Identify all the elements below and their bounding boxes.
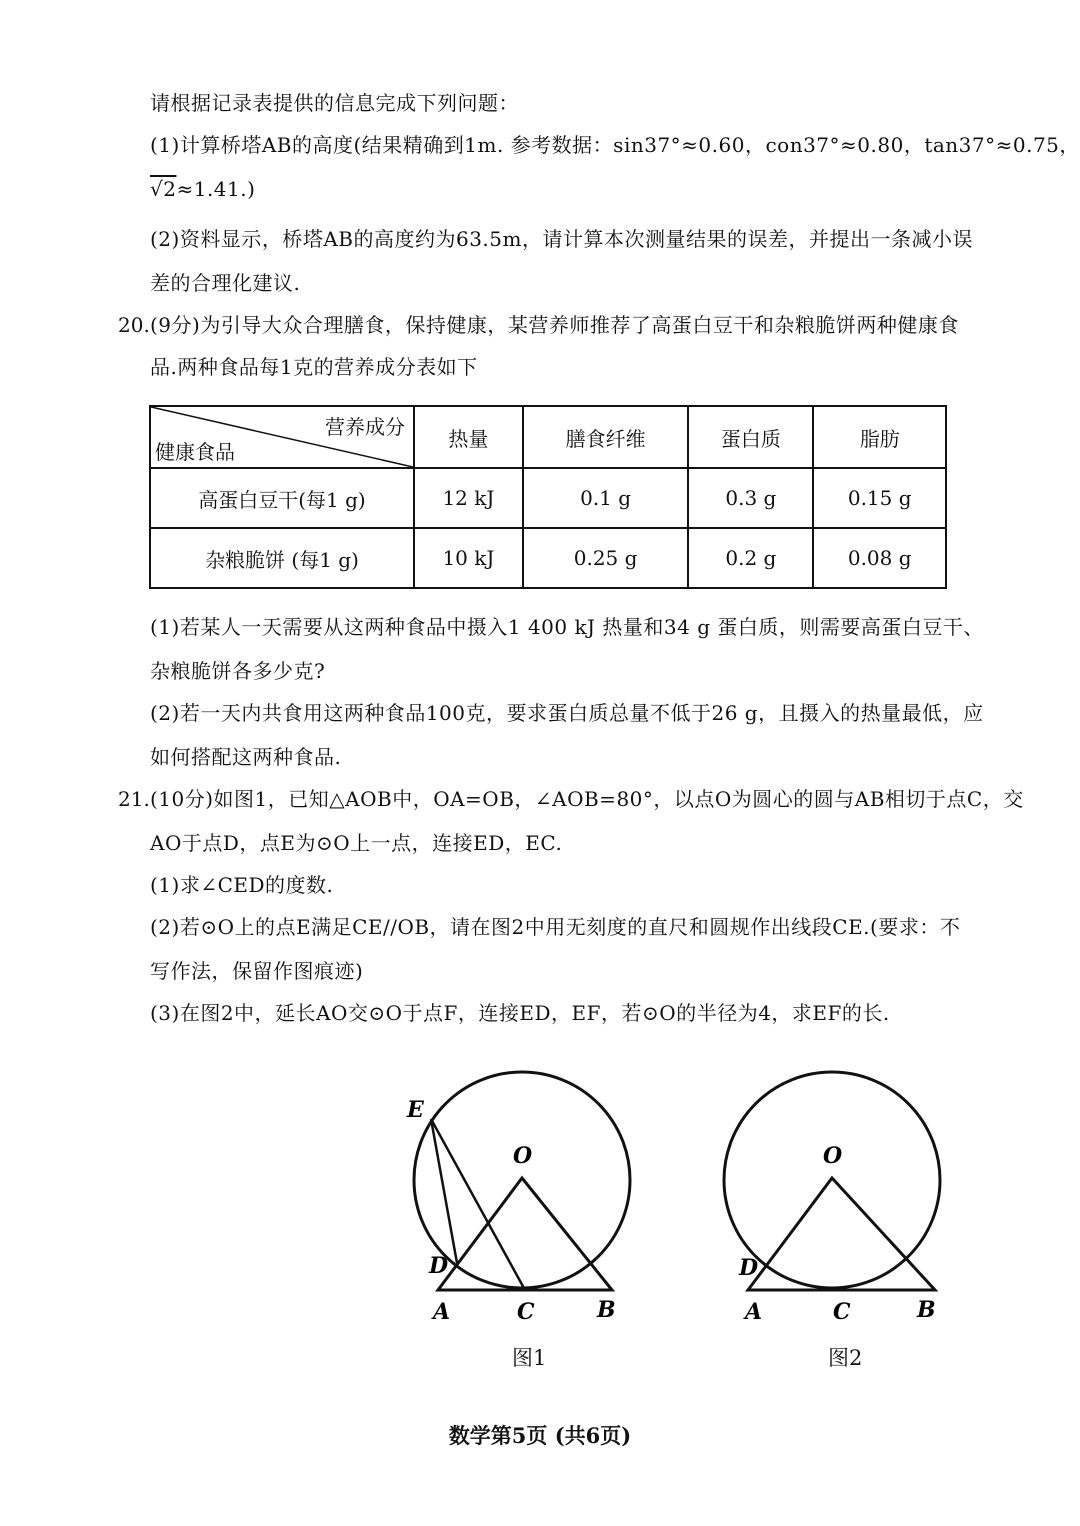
table-cell: 12 kJ <box>414 468 523 528</box>
table-cell: 0.2 g <box>688 528 813 588</box>
table-cell: 0.25 g <box>523 528 688 588</box>
table-corner-cell <box>150 406 414 468</box>
sqrt2-value: √2 <box>150 177 177 201</box>
q19-part1-line1: (1)计算桥塔AB的高度(结果精确到1m. 参考数据：sin37°≈0.60，con37°≈0.80，tan37°≈0.75， <box>150 133 1080 157</box>
q20-part1-line1: (1)若某人一天需要从这两种食品中摄入1 400 kJ 热量和34 g 蛋白质，则需要高蛋白豆干、 <box>150 615 984 639</box>
q20-stem-line1: (9分)为引导大众合理膳食，保持健康，某营养师推荐了高蛋白豆干和杂粮脆饼两种健康食 <box>150 313 959 337</box>
q19-part1-line2 <box>150 174 255 204</box>
header-cell: 脂肪 <box>813 406 946 468</box>
figure-2-caption: 图2 <box>828 1346 863 1370</box>
table-cell: 0.1 g <box>523 468 688 528</box>
header-cell: 热量 <box>414 406 523 468</box>
q21-part2-line2: 写作法，保留作图痕迹) <box>150 959 364 983</box>
q20-part2-line2: 如何搭配这两种食品. <box>150 745 342 769</box>
q19-part2-line1: (2)资料显示，桥塔AB的高度约为63.5m，请计算本次测量结果的误差，并提出一条减小误 <box>150 227 973 251</box>
label-c: C <box>833 1299 851 1325</box>
figure-1-diagram <box>395 1055 645 1335</box>
label-e: E <box>407 1097 424 1123</box>
q21-stem-line2: AO于点D，点E为⊙O上一点，连接ED，EC. <box>150 831 563 855</box>
label-a: A <box>745 1299 763 1325</box>
q21-number: 21. <box>118 787 150 811</box>
q21-part1: (1)求∠CED的度数. <box>150 873 334 897</box>
page-footer: 数学第5页 (共6页) <box>448 1423 632 1448</box>
triangle-aob <box>438 1178 612 1290</box>
label-b: B <box>597 1297 616 1323</box>
q21-part2-line1: (2)若⊙O上的点E满足CE//OB，请在图2中用无刻度的直尺和圆规作出线段CE.(要求：不 <box>150 915 961 939</box>
label-c: C <box>517 1299 535 1325</box>
intro-text: 请根据记录表提供的信息完成下列问题： <box>150 91 519 115</box>
label-o: O <box>823 1143 843 1169</box>
sqrt2-approx: ≈1.41.) <box>176 177 256 201</box>
table-row <box>150 528 946 588</box>
q21-part3: (3)在图2中，延长AO交⊙O于点F，连接ED，EF，若⊙O的半径为4，求EF的长. <box>150 1001 890 1025</box>
table-cell: 0.3 g <box>688 468 813 528</box>
table-header-row <box>150 406 946 468</box>
figure-2-diagram <box>705 1055 955 1335</box>
q21-stem-line1: (10分)如图1，已知△AOB中，OA=OB，∠AOB=80°，以点O为圆心的圆与AB相切于点C，交 <box>150 787 1024 811</box>
label-o: O <box>513 1143 533 1169</box>
q20-number: 20. <box>118 313 150 337</box>
label-b: B <box>917 1297 936 1323</box>
label-d: D <box>739 1255 759 1281</box>
table-cell: 10 kJ <box>414 528 523 588</box>
nutrition-table <box>149 405 947 589</box>
q20-part1-line2: 杂粮脆饼各多少克? <box>150 659 326 683</box>
table-cell: 0.08 g <box>813 528 946 588</box>
figure-1-caption: 图1 <box>512 1346 547 1370</box>
q20-stem-line2: 品.两种食品每1克的营养成分表如下 <box>150 355 478 379</box>
row-label: 高蛋白豆干(每1 g) <box>150 468 414 528</box>
table-row <box>150 468 946 528</box>
header-cell: 膳食纤维 <box>523 406 688 468</box>
q20-part2-line1: (2)若一天内共食用这两种食品100克，要求蛋白质总量不低于26 g，且摄入的热量最低，应 <box>150 701 984 725</box>
label-a: A <box>433 1299 451 1325</box>
q19-part2-line2: 差的合理化建议. <box>150 271 301 295</box>
corner-label-food: 健康食品 <box>155 440 235 464</box>
header-cell: 蛋白质 <box>688 406 813 468</box>
corner-label-nutrient: 营养成分 <box>325 415 405 439</box>
label-d: D <box>429 1253 449 1279</box>
table-cell: 0.15 g <box>813 468 946 528</box>
row-label: 杂粮脆饼 (每1 g) <box>150 528 414 588</box>
